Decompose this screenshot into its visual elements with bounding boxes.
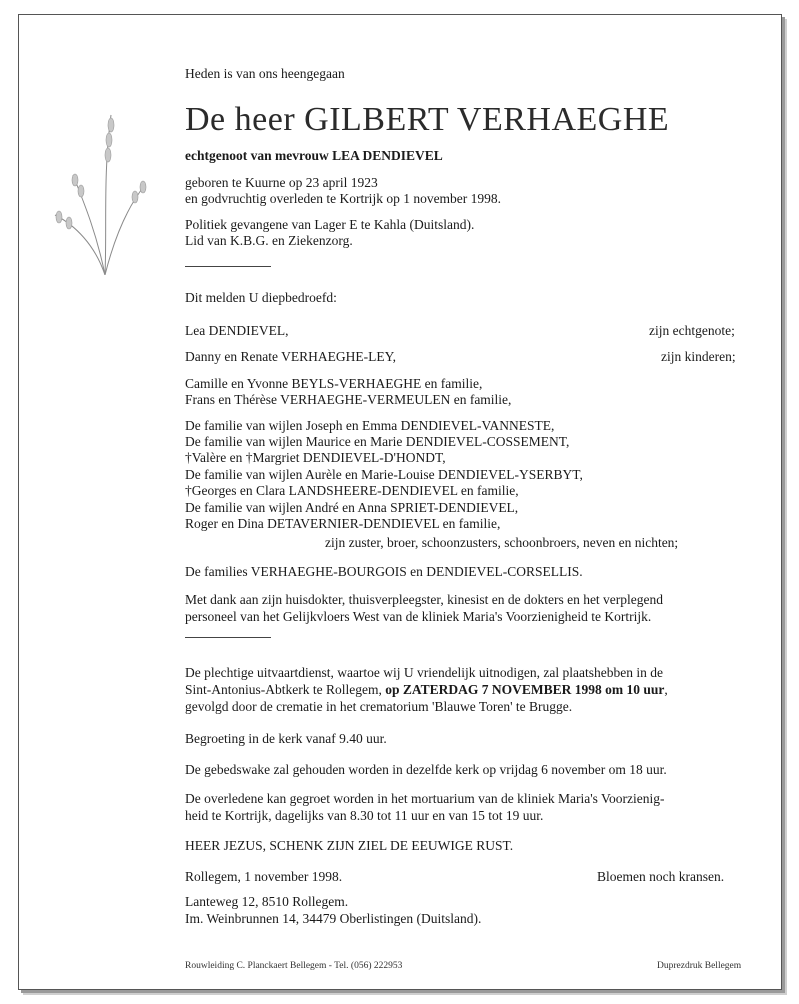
visit-line-1: De overledene kan gegroet worden in het mortuarium van de kliniek Maria's Voorzienig-: [185, 791, 665, 806]
greeting-line: Begroeting in de kerk vanaf 9.40 uur.: [185, 731, 387, 746]
divider: [185, 637, 271, 638]
service-comma: ,: [664, 682, 668, 697]
service-line-1: De plechtige uitvaartdienst, waartoe wij U vriendelijk uitnodigen, zal plaatshebben in de: [185, 665, 663, 680]
visit-line-2: heid te Kortrijk, dagelijks van 8.30 tot 11 uur en van 15 tot 19 uur.: [185, 808, 544, 823]
siblings-role: zijn zuster, broer, schoonzusters, schoonbroers, neven en nichten;: [325, 535, 679, 550]
death-line: en godvruchtig overleden te Kortrijk op 1 november 1998.: [185, 191, 502, 206]
sibling-line-2: De familie van wijlen Maurice en Marie DENDIEVEL-COSSEMENT,: [185, 434, 570, 449]
bio-line-2: Lid van K.B.G. en Ziekenzorg.: [185, 233, 353, 248]
grandchildren-line-1: Camille en Yvonne BEYLS-VERHAEGHE en familie,: [185, 376, 483, 391]
deceased-name: De heer GILBERT VERHAEGHE: [185, 101, 670, 138]
spouse-role: zijn echtgenote;: [649, 323, 735, 338]
spouse-line: echtgenoot van mevrouw LEA DENDIEVEL: [185, 148, 443, 163]
wake-line: De gebedswake zal gehouden worden in dezelfde kerk op vrijdag 6 november om 18 uur.: [185, 762, 667, 777]
sibling-line-3: †Valère en †Margriet DENDIEVEL-D'HONDT,: [185, 450, 446, 465]
address-line-1: Lanteweg 12, 8510 Rollegem.: [185, 894, 349, 909]
bio-line-1: Politiek gevangene van Lager E te Kahla (Duitsland).: [185, 217, 475, 232]
thanks-line-1: Met dank aan zijn huisdokter, thuisverpleegster, kinesist en de dokters en het verplegend: [185, 592, 664, 607]
no-flowers: Bloemen noch kransen.: [597, 869, 725, 884]
address-line-2: Im. Weinbrunnen 14, 34479 Oberlistingen (Duitsland).: [185, 911, 482, 926]
place-date: Rollegem, 1 november 1998.: [185, 869, 343, 884]
announce-text: Dit melden U diepbedroefd:: [185, 290, 337, 305]
sibling-line-6: De familie van wijlen André en Anna SPRIET-DENDIEVEL,: [185, 500, 519, 515]
children-name: Danny en Renate VERHAEGHE-LEY,: [185, 349, 396, 364]
church-text: Sint-Antonius-Abtkerk te Rollegem,: [185, 682, 382, 697]
children-role: zijn kinderen;: [661, 349, 736, 364]
spouse-name: Lea DENDIEVEL,: [185, 323, 289, 338]
families-line: De families VERHAEGHE-BOURGOIS en DENDIEVEL-CORSELLIS.: [185, 564, 583, 579]
sibling-line-7: Roger en Dina DETAVERNIER-DENDIEVEL en familie,: [185, 516, 501, 531]
service-line-3: gevolgd door de crematie in het crematorium 'Blauwe Toren' te Brugge.: [185, 699, 573, 714]
intro-text: Heden is van ons heengegaan: [185, 66, 345, 81]
service-date: op ZATERDAG 7 NOVEMBER 1998 om 10 uur: [385, 682, 665, 697]
footer-undertaker: Rouwleiding C. Planckaert Bellegem - Tel. (056) 222953: [185, 961, 403, 971]
sibling-line-5: †Georges en Clara LANDSHEERE-DENDIEVEL en familie,: [185, 483, 519, 498]
wheat-decoration-icon: [45, 95, 165, 275]
grandchildren-line-2: Frans en Thérèse VERHAEGHE-VERMEULEN en familie,: [185, 392, 512, 407]
prayer-line: HEER JEZUS, SCHENK ZIJN ZIEL DE EEUWIGE RUST.: [185, 838, 514, 853]
divider: [185, 266, 271, 267]
service-line-2: [185, 682, 668, 698]
footer-printer: Duprezdruk Bellegem: [657, 961, 742, 971]
thanks-line-2: personeel van het Gelijkvloers West van de kliniek Maria's Voorzienigheid te Kortrijk.: [185, 609, 652, 624]
sibling-line-4: De familie van wijlen Aurèle en Marie-Louise DENDIEVEL-YSERBYT,: [185, 467, 583, 482]
birth-line: geboren te Kuurne op 23 april 1923: [185, 175, 378, 190]
sibling-line-1: De familie van wijlen Joseph en Emma DENDIEVEL-VANNESTE,: [185, 418, 555, 433]
